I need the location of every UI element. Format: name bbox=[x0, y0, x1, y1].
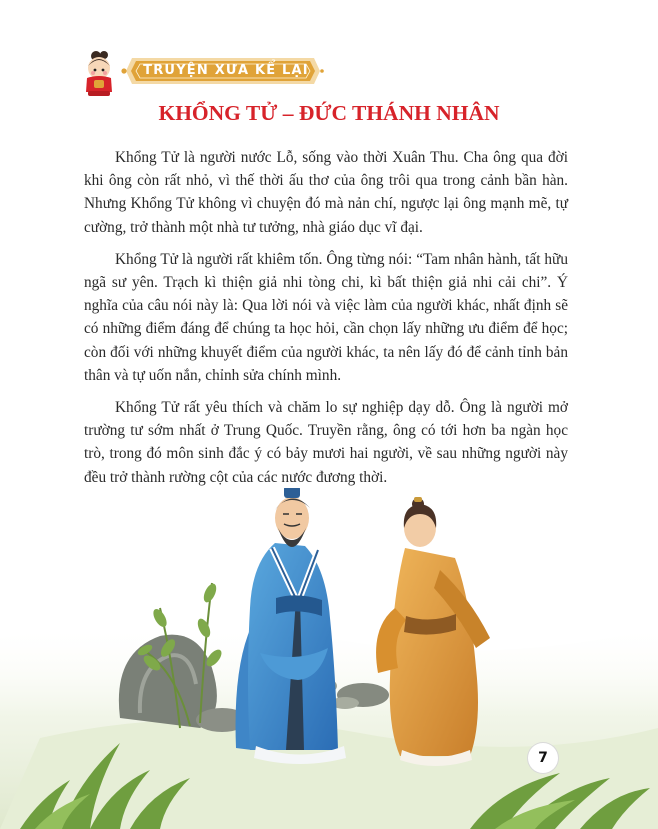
page-number: 7 bbox=[528, 743, 558, 773]
paragraph-3: Khổng Tử rất yêu thích và chăm lo sự nghiệp dạy dỗ. Ông là người mở trường tư sớm nhất ở Trung Quốc. Truyền rằng, ông có tới hơn ba ngàn học trò, trong đó môn sinh đắc ý có bảy mươi hai người, về sau những người này đều trở thành rường cột của các nước đương thời. bbox=[84, 399, 568, 486]
series-label: TRUYỆN XƯA KỂ LẠI bbox=[143, 63, 309, 78]
story-illustration bbox=[0, 488, 658, 829]
story-title: KHỔNG TỬ – ĐỨC THÁNH NHÂN bbox=[158, 101, 500, 125]
confucius-figure bbox=[236, 488, 346, 764]
student-figure bbox=[376, 497, 490, 766]
paragraph-1: Khổng Tử là người nước Lỗ, sống vào thời Xuân Thu. Cha ông qua đời khi ông còn rất nhỏ, vì thế thời ấu thơ của ông trôi qua trong cảnh bần hàn. Nhưng Khổng Tử không vì chuyện đó mà nản chí, ngược lại ông mạnh mẽ, tự cường, trở thành một nhà tư tưởng, nhà giáo dục vĩ đại. bbox=[84, 149, 568, 236]
story-body bbox=[84, 146, 568, 498]
paragraph-2: Khổng Tử là người rất khiêm tốn. Ông từng nói: “Tam nhân hành, tất hữu ngã sư yên. Trạch kì thiện giả nhi tòng chi, kì bất thiện giả nhi cải chi”. Ý nghĩa của câu nói này là: Qua lời nói và việc làm của người khác, nhất định sẽ có những điểm đáng để chúng ta học hỏi, cần chọn lấy những ưu điểm để học; còn đối với những khuyết điểm của người khác, ta nên lấy đó để cảnh tỉnh bản thân và tự uốn nắn, chỉnh sửa chính mình. bbox=[84, 250, 568, 384]
mascot-child-icon bbox=[86, 51, 112, 96]
